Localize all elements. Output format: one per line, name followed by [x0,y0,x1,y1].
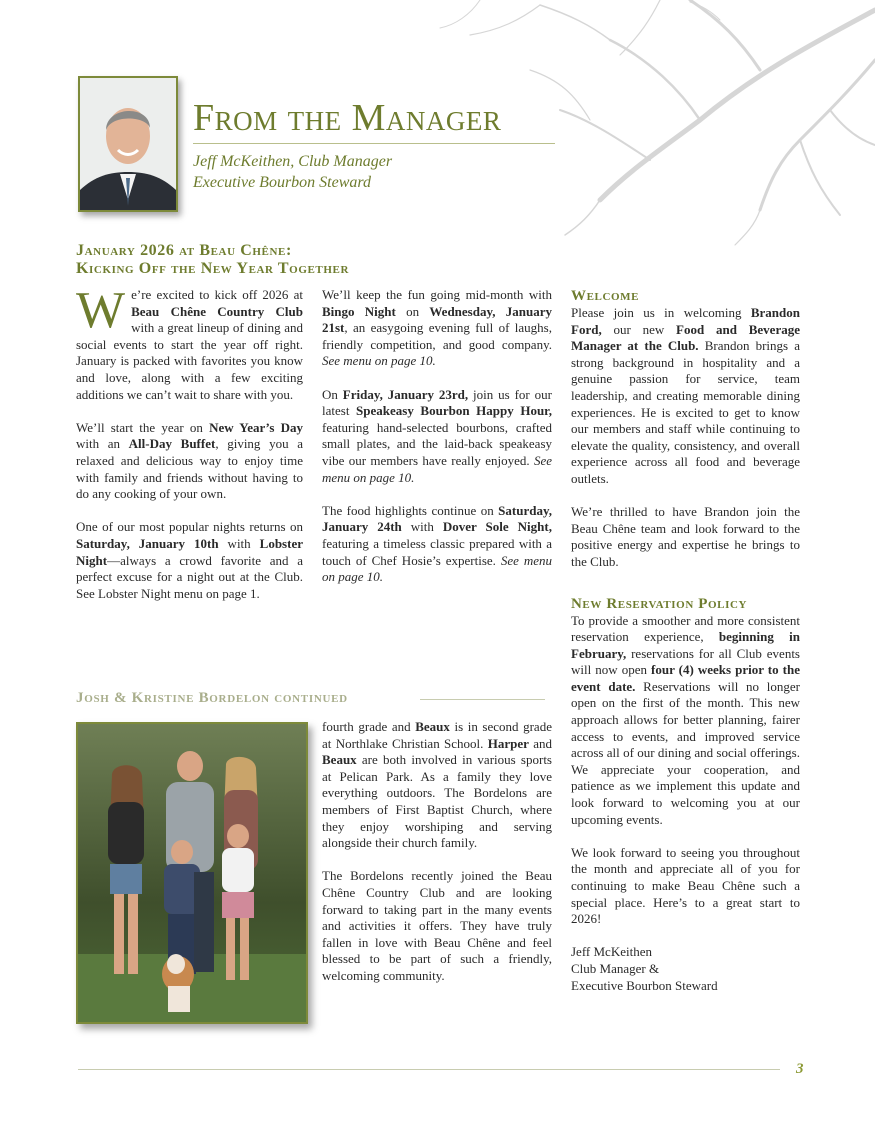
paragraph: To provide a smoother and more consistent reservation experience, beginning in February, reservations for all Club events will now open four (4) weeks prior to the event date. Reservations will no longer open on the first of the month. This new approach allows for better planning, fairer access to events, and improved service across all of our dining and social offerings. We appreciate your cooperation, and patience as we implement this update and look forward to welcoming you at our upcoming events. [571,612,800,827]
signature-title: Club Manager & [571,960,660,976]
byline-name: Jeff McKeithen, Club Manager [193,153,393,170]
paragraph: We’ll keep the fun going mid-month with Bingo Night on Wednesday, January 21st, an easygoing evening full of laughs, friendly competition, and good company. See menu on page 10. [322,287,552,369]
paragraph: We’ll start the year on New Year’s Day with an All-Day Buffet, giving you a relaxed and delicious way to enjoy time with family and friends without having to do any cooking of your own. [76,419,303,502]
page-number: 3 [796,1061,804,1077]
page-title: From the Manager [193,97,502,139]
drop-cap: W [76,282,126,339]
column-1 [76,282,303,619]
byline-role: Executive Bourbon Steward [193,174,372,191]
continued-heading: Josh & Kristine Bordelon continued [76,690,348,706]
article-heading-line1: January 2026 at Beau Chêne: [76,242,292,259]
family-photo [76,722,308,1024]
paragraph: We’re excited to kick off 2026 at Beau Chêne Country Club with a great lineup of dining and social events to start the year off right. January is packed with favorites you know and love, along with a few exciting additions we can’t wait to share with you. [76,282,303,402]
continued-rule [420,699,545,700]
paragraph: The food highlights continue on Saturday, January 24th with Dover Sole Night, featuring a timeless classic prepared with a touch of Chef Hosie’s expertise. See menu on page 10. [322,502,552,585]
paragraph: On Friday, January 23rd, join us for our latest Speakeasy Bourbon Happy Hour, featuring hand-selected bourbons, crafted small plates, and the laid-back speakeasy vibe our members have really enjoyed. See menu on page 10. [322,386,552,485]
article-heading [76,242,349,278]
welcome-heading: Welcome [571,288,640,304]
column-3 [571,287,800,994]
title-rule [193,143,555,144]
manager-portrait [78,76,178,212]
reservation-policy-heading: New Reservation Policy [571,595,748,612]
signature-role: Executive Bourbon Steward [571,977,718,993]
paragraph: One of our most popular nights returns on Saturday, January 10th with Lobster Night—always a crowd favorite and a perfect excuse for a night out at the Club. See Lobster Night menu on page 1. [76,519,303,601]
signature-block [571,944,800,994]
paragraph: Please join us in welcoming Brandon Ford, our new Food and Beverage Manager at the Club. Brandon brings a strong background in hospitality and a genuine passion for service, team leadership, and creating memorable dining experiences. He is excited to get to know our members and staff while continuing to elevate the quality, consistency, and overall experience across all food and beverage outlets. [571,305,800,486]
paragraph: We look forward to seeing you throughout the month and appreciate all of you for continuing to make Beau Chêne such a special place. Here’s to a great start to 2026! [571,844,800,927]
paragraph: The Bordelons recently joined the Beau Chêne Country Club and are looking forward to taking part in the many events and activities it offers. They have truly fallen in love with Beau Chêne and feel blessed to be part of such a friendly, welcoming community. [322,868,552,983]
signature-name: Jeff McKeithen [571,944,652,960]
paragraph: fourth grade and Beaux is in second grade at Northlake Christian School. Harper and Beaux are both involved in various sports at Pelican Park. As a family they love everything outdoors. The Bordelons are members of First Baptist Church, where they enjoy worshiping and serving alongside their church family. [322,719,552,851]
continued-text [322,719,552,1001]
paragraph: We’re thrilled to have Brandon join the Beau Chêne team and look forward to the positive energy and expertise he brings to the Club. [571,504,800,569]
article-heading-line2: Kicking Off the New Year Together [76,260,350,277]
footer-rule [78,1069,780,1070]
manager-byline [193,151,392,193]
column-2 [322,287,552,602]
